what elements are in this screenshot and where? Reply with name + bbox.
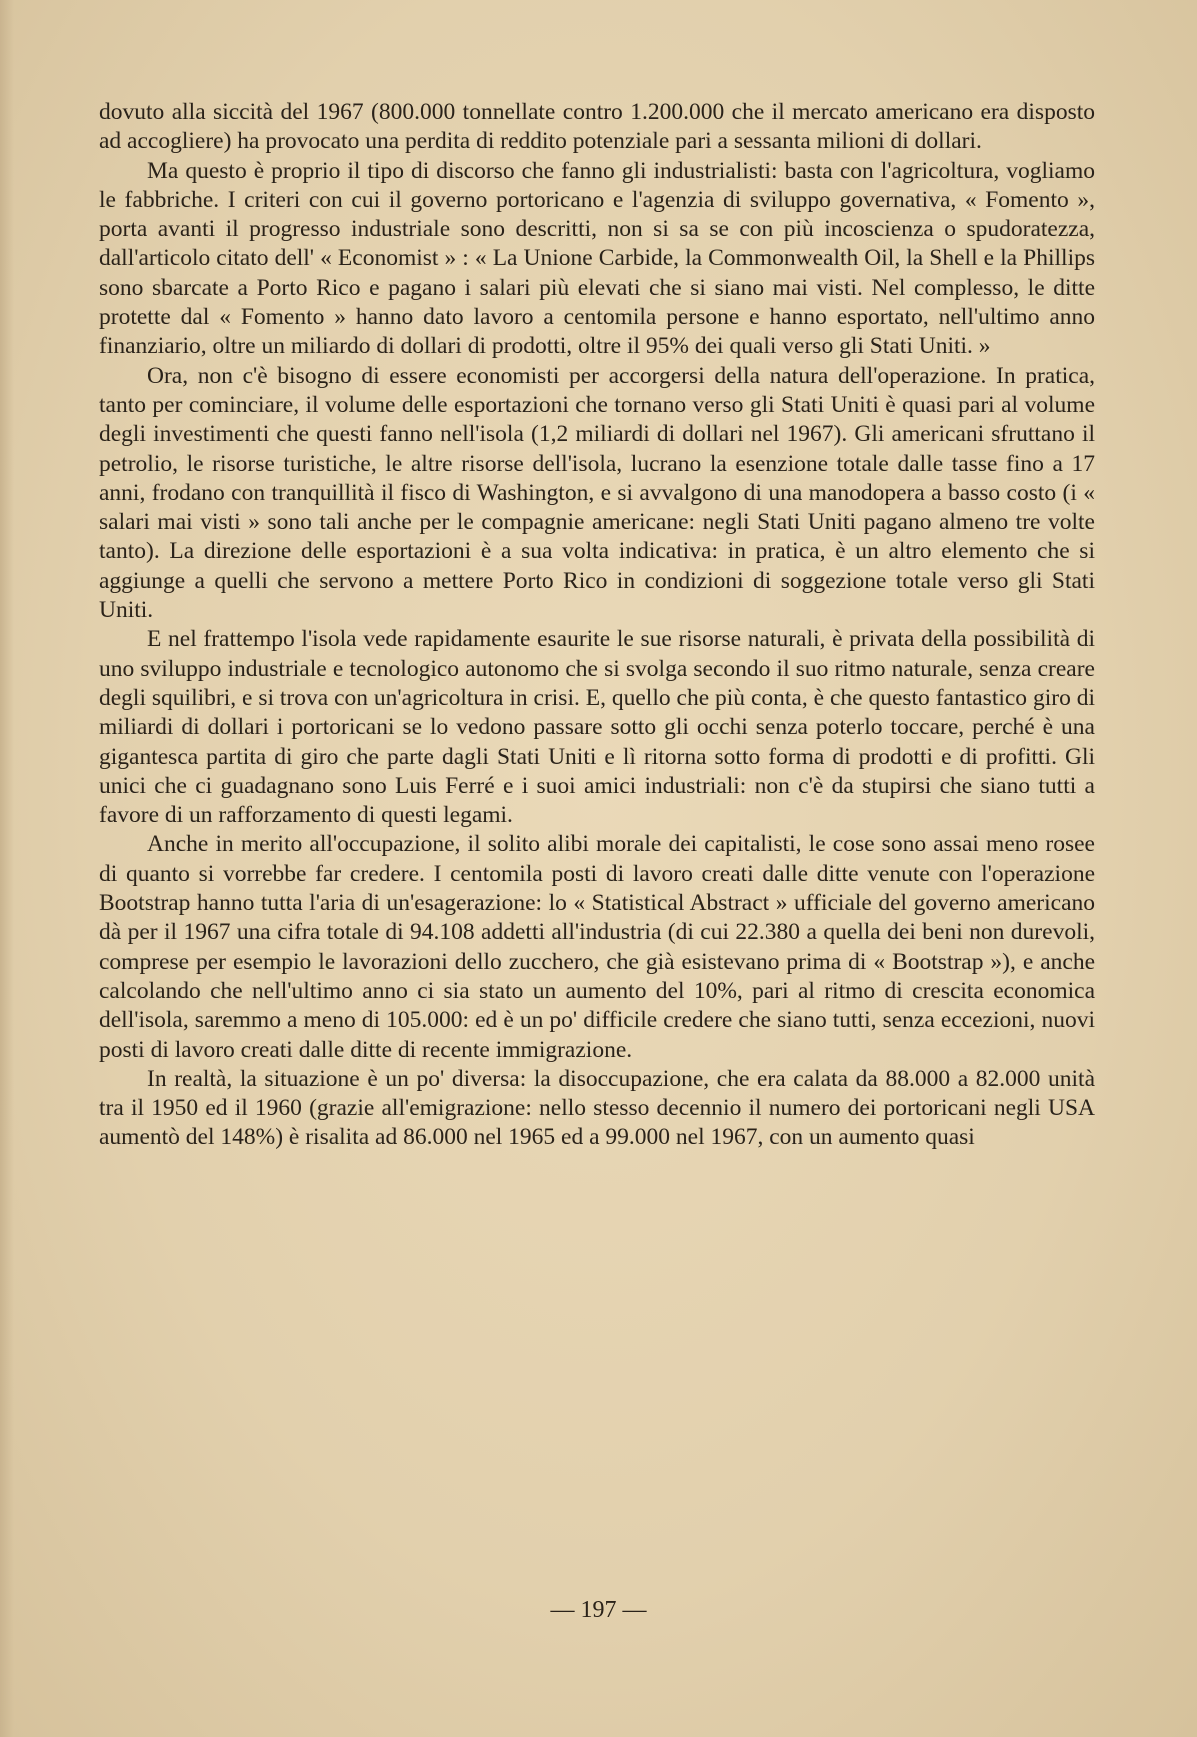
paragraph-5: Anche in merito all'occupazione, il solito alibi morale dei capitalisti, le cose sono assai meno rosee di quanto si vorrebbe far credere. I centomila posti di lavoro creati dalle ditte venute con l'operazione Bootstrap hanno tutta l'aria di un'esagerazione: lo « Statistical Abstract » ufficiale del governo americano dà per il 1967 una cifra totale di 94.108 addetti all'industria (di cui 22.380 a quella dei beni non durevoli, comprese per esempio le lavorazioni dello zucchero, che già esistevano prima di « Bootstrap »), e anche calcolando che nell'ultimo anno ci sia stato un aumento del 10%, pari al ritmo di crescita economica dell'isola, saremmo a meno di 105.000: ed è un po' difficile credere che siano tutti, senza eccezioni, nuovi posti di lavoro creati dalle ditte di recente immigrazione. — [99, 831, 1095, 1063]
paragraph-6: In realtà, la situazione è un po' diversa: la disoccupazione, che era calata da 88.000 a 82.000 unità tra il 1950 ed il 1960 (grazie all'emigrazione: nello stesso decennio il numero dei portoricani negli USA aumentò del 148%) è risalita ad 86.000 nel 1965 ed a 99.000 nel 1967, con un aumento quasi — [99, 1065, 1095, 1151]
paragraph-4: E nel frattempo l'isola vede rapidamente esaurite le sue risorse naturali, è privata della possibilità di uno sviluppo industriale e tecnologico autonomo che si svolga secondo il suo ritmo naturale, senza creare degli squilibri, e si trova con un'agricoltura in crisi. E, quello che più conta, è che questo fantastico giro di miliardi di dollari i portoricani se lo vedono passare sotto gli occhi senza poterlo toccare, perché è una gigantesca partita di giro che parte dagli Stati Uniti e lì ritorna sotto forma di prodotti e di profitti. Gli unici che ci guadagnano sono Luis Ferré e i suoi amici industriali: non c'è da stupirsi che siano tutti a favore di un rafforzamento di questi legami. — [99, 626, 1095, 829]
paragraph-2: Ma questo è proprio il tipo di discorso che fanno gli industrialisti: basta con l'agricoltura, vogliamo le fabbriche. I criteri con cui il governo portoricano e l'agenzia di sviluppo governativa, « Fomento », porta avanti il progresso industriale sono descritti, non si sa se con più incoscienza o spudoratezza, dall'articolo citato dell' « Economist » : « La Unione Carbide, la Commonwealth Oil, la Shell e la Phillips sono sbarcate a Porto Rico e pagano i salari più elevati che si siano mai visti. Nel complesso, le ditte protette dal « Fomento » hanno dato lavoro a centomila persone e hanno esportato, nell'ultimo anno finanziario, oltre un miliardo di dollari di prodotti, oltre il 95% dei quali verso gli Stati Uniti. » — [99, 157, 1095, 360]
paragraph-1: dovuto alla siccità del 1967 (800.000 tonnellate contro 1.200.000 che il mercato americano era disposto ad accogliere) ha provocato una perdita di reddito potenziale pari a sessanta milioni di dollari. — [99, 99, 1095, 155]
page-number: — 197 — — [550, 1597, 647, 1623]
paragraph-3: Ora, non c'è bisogno di essere economisti per accorgersi della natura dell'operazione. In pratica, tanto per cominciare, il volume delle esportazioni che tornano verso gli Stati Uniti è quasi pari al volume degli investimenti che questi fanno nell'isola (1,2 miliardi di dollari nel 1967). Gli americani sfruttano il petrolio, le risorse turistiche, le altre risorse dell'isola, lucrano la esenzione totale dalle tasse fino a 17 anni, frodano con tranquillità il fisco di Washington, e si avvalgono di una manodopera a basso costo (i « salari mai visti » sono tali anche per le compagnie americane: negli Stati Uniti pagano almeno tre volte tanto). La direzione delle esportazioni è a sua volta indicativa: in pratica, è un altro elemento che si aggiunge a quelli che servono a mettere Porto Rico in condizioni di soggezione totale verso gli Stati Uniti. — [99, 362, 1095, 624]
page-edge-shadow — [0, 0, 14, 1737]
body-text — [99, 98, 1095, 1153]
